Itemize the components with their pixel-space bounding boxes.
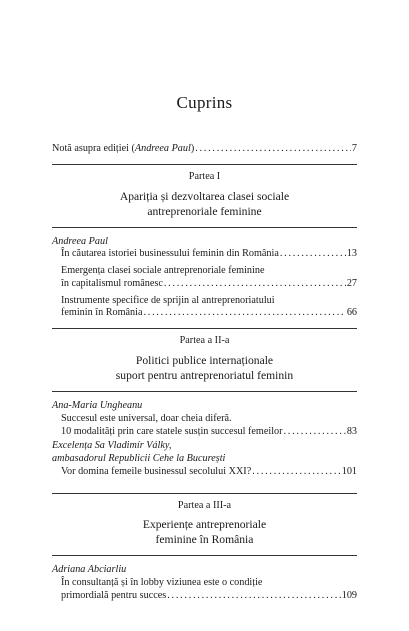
page-title: Cuprins [176, 93, 233, 112]
divider [52, 328, 357, 329]
toc-entry-label: Notă asupra ediției (Andreea Paul) [52, 143, 195, 154]
leader-dots [167, 590, 340, 603]
toc-entry[interactable] [52, 295, 357, 321]
page-number: 27 [346, 277, 357, 289]
part-heading: Partea a II-a [179, 335, 230, 347]
part-title: Apariția și dezvoltarea clasei sociale antreprenoriale feminine [119, 189, 290, 218]
toc-entry-label: Succesul este universal, doar cheia diferă. [61, 412, 232, 424]
author-name: Adriana Abciarliu [52, 564, 127, 576]
divider [52, 493, 357, 494]
toc-entry-label: feminin în România [61, 307, 143, 319]
toc-content [52, 143, 357, 603]
leader-dots [195, 143, 351, 156]
page-number: 7 [351, 143, 357, 154]
toc-entry-label: Emergența clasei sociale antreprenoriale feminine [61, 265, 265, 277]
toc-entry-label: Vor domina femeile businessul secolului XXI? [61, 465, 252, 477]
page-number: 66 [346, 307, 357, 319]
part-title: Experiențe antreprenoriale feminine în România [142, 518, 267, 547]
page-number: 101 [341, 465, 357, 477]
toc-entry-label: În consultanță și în lobby viziunea este o condiție [61, 577, 263, 589]
leader-dots [280, 248, 346, 261]
author-name: Andreea Paul [52, 235, 108, 247]
toc-entry[interactable] [52, 248, 357, 261]
toc-entry[interactable] [52, 466, 357, 479]
part-title: Politici publice internaționale suport pentru antreprenoriatul feminin [115, 353, 294, 382]
divider [52, 555, 357, 556]
divider [52, 391, 357, 392]
page-number: 13 [346, 248, 357, 260]
toc-entry-nota[interactable] [52, 143, 357, 156]
leader-dots [252, 466, 340, 479]
toc-entry-label: în capitalismul românesc [61, 277, 163, 289]
divider [52, 164, 357, 165]
divider [52, 227, 357, 228]
toc-entry[interactable] [52, 413, 357, 439]
part-heading: Partea I [188, 170, 221, 182]
part-heading: Partea a III-a [177, 499, 232, 511]
leader-dots [164, 278, 346, 291]
leader-dots [144, 307, 346, 320]
leader-dots [284, 426, 346, 439]
author-name: Ana-Maria Ungheanu [52, 400, 143, 411]
toc-entry-label: 10 modalități prin care statele susțin succesul femeilor [61, 425, 283, 437]
toc-entry-label: Instrumente specifice de sprijin al antreprenoriatului [61, 294, 275, 306]
toc-entry[interactable] [52, 577, 357, 603]
toc-entry-label: În căutarea istoriei businessului feminin din România [61, 248, 279, 260]
toc-entry[interactable] [52, 265, 357, 291]
author-name: Excelența Sa Vladimír Války, ambasadorul Republicii Cehe la București [52, 440, 226, 464]
toc-entry-label: primordială pentru succes [61, 589, 167, 601]
page-number: 109 [341, 589, 357, 601]
page-number: 83 [346, 425, 357, 437]
